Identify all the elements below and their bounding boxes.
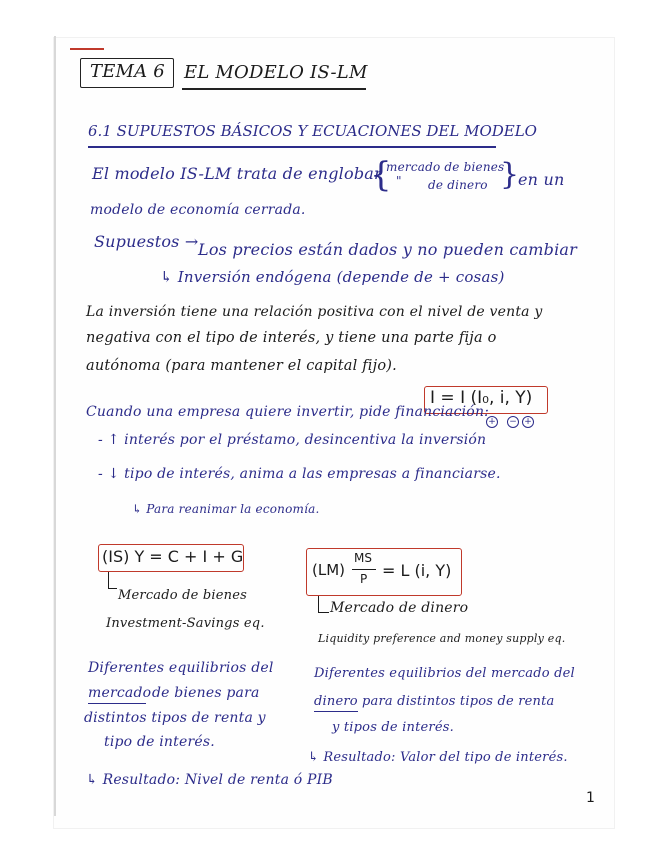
is-arrow <box>108 572 117 589</box>
mercado-underline <box>88 703 146 704</box>
lm-desc2b: para distintos tipos de renta <box>362 694 555 709</box>
intro-line1a: El modelo IS-LM trata de englobar <box>92 164 382 183</box>
inversion-line2: negativa con el tipo de interés, y tiene una parte fija o <box>86 330 497 346</box>
section-underline <box>88 146 496 148</box>
brace-item-bottom: de dinero <box>428 178 488 192</box>
brace-symbol: { <box>370 155 392 195</box>
is-desc1: Diferentes equilibrios del <box>88 660 274 676</box>
is-market: Mercado de bienes <box>118 588 247 603</box>
empresa-line2: - ↑ interés por el préstamo, desincentiva la inversión <box>98 432 487 448</box>
empresa-line4: ↳ Para reanimar la economía. <box>132 502 320 516</box>
brace-ditto: " <box>396 174 402 188</box>
lm-frac-bar <box>352 569 376 570</box>
supuesto-inversion: ↳ Inversión endógena (depende de + cosas) <box>160 268 505 286</box>
sign-positive-Y: + <box>522 416 534 428</box>
title-underline <box>182 88 366 90</box>
empresa-line3: - ↓ tipo de interés, anima a las empresas a financiarse. <box>98 466 501 482</box>
inversion-line1: La inversión tiene una relación positiva con el nivel de venta y <box>86 304 543 320</box>
lm-frac-den: P <box>360 572 368 586</box>
section-heading: 6.1 SUPUESTOS BÁSICOS Y ECUACIONES DEL MODELO <box>88 122 537 140</box>
sign-negative-i: − <box>507 416 519 428</box>
lm-result: ↳ Resultado: Valor del tipo de interés. <box>308 750 568 765</box>
chapter-title: EL MODELO IS-LM <box>184 62 368 83</box>
is-eq-name: Investment-Savings eq. <box>106 616 265 631</box>
is-desc2a: mercado <box>88 685 152 701</box>
lm-desc1: Diferentes equilibrios del mercado del <box>314 666 575 681</box>
page-number: 1 <box>586 790 595 806</box>
page-left-edge <box>54 36 56 816</box>
tema-label: TEMA 6 <box>90 61 165 82</box>
investment-equation: I = I (I₀, i, Y) <box>430 388 533 408</box>
lm-desc3: y tipos de interés. <box>332 720 454 735</box>
is-desc2b: de bienes para <box>152 685 260 701</box>
lm-label: (LM) <box>312 561 346 579</box>
supuesto-precios: Los precios están dados y no pueden cambiar <box>198 240 577 259</box>
is-desc4: tipo de interés. <box>104 734 215 750</box>
intro-line2: modelo de economía cerrada. <box>90 202 306 218</box>
sign-positive-I0: + <box>486 416 498 428</box>
empresa-line1: Cuando una empresa quiere invertir, pide financiación: <box>86 404 490 420</box>
intro-line1b: en un <box>518 170 565 189</box>
inversion-line3: autónoma (para mantener el capital fijo). <box>86 358 397 374</box>
lm-frac-num: MS <box>354 551 372 565</box>
is-result: ↳ Resultado: Nivel de renta ó PIB <box>86 772 333 788</box>
brace-close: } <box>500 157 520 192</box>
brace-item-top: mercado de bienes <box>386 160 505 174</box>
lm-eq-name: Liquidity preference and money supply eq. <box>318 632 566 645</box>
lm-desc2a: dinero <box>314 694 358 709</box>
lm-rhs: = L (i, Y) <box>382 561 452 580</box>
top-red-mark <box>70 48 104 50</box>
supuestos-label: Supuestos → <box>94 232 199 251</box>
is-desc3: distintos tipos de renta y <box>84 710 266 726</box>
dinero-underline <box>314 711 358 712</box>
is-equation: (IS) Y = C + I + G <box>102 547 244 566</box>
lm-market: Mercado de dinero <box>330 600 469 616</box>
lm-arrow <box>318 596 329 613</box>
